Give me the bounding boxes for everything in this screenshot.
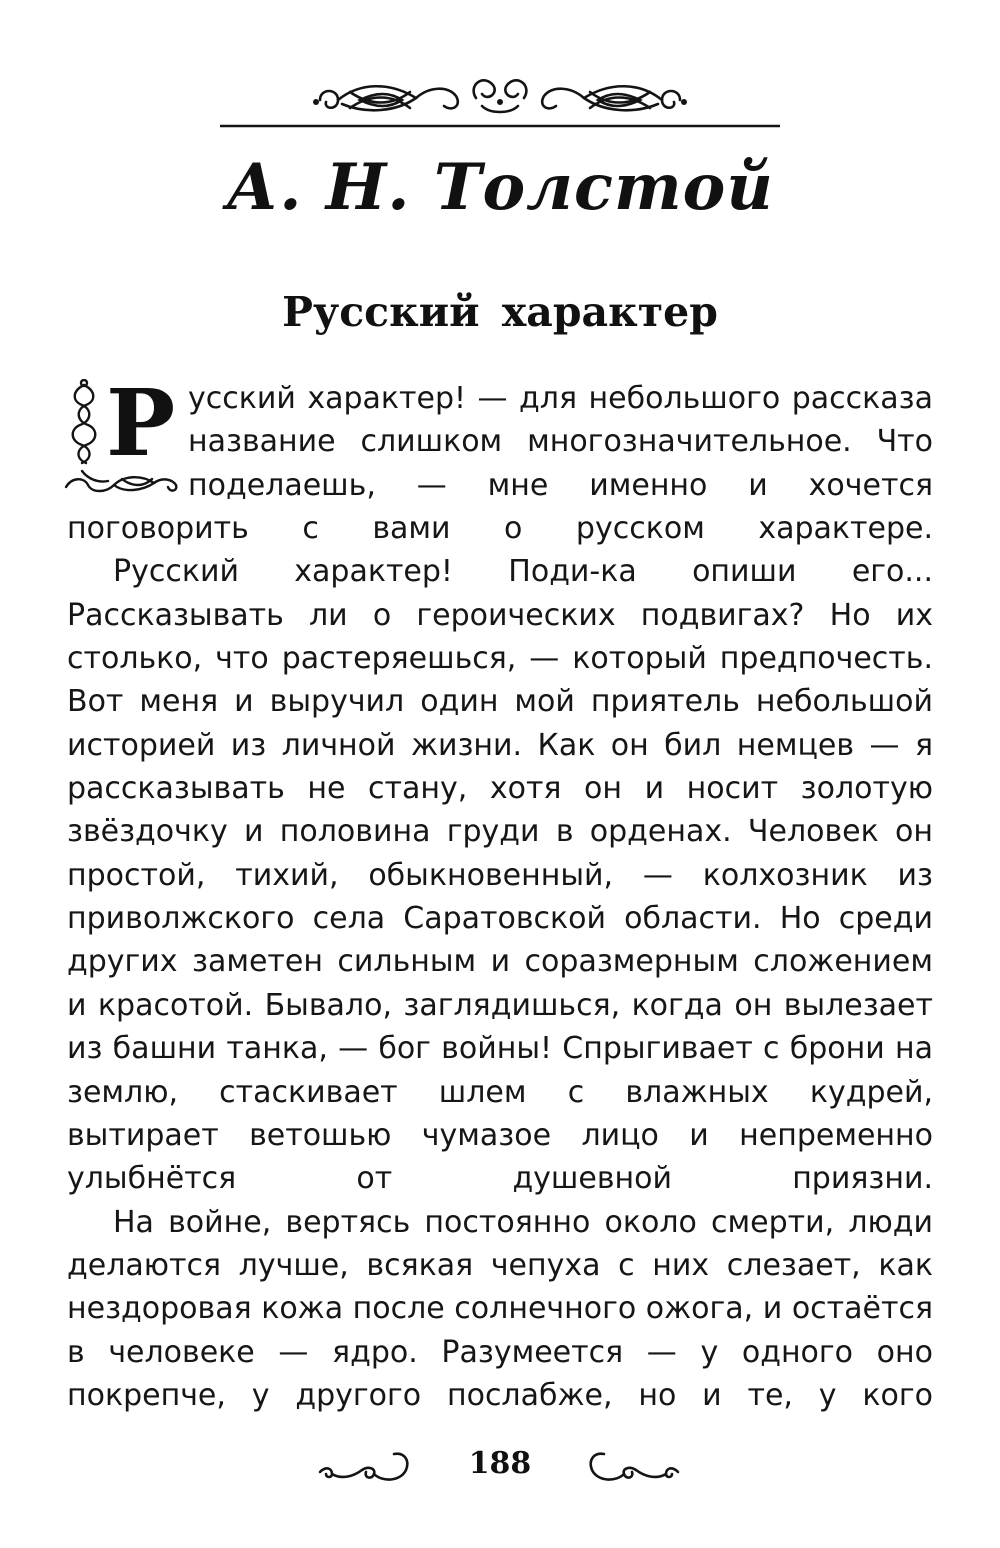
page-footer bbox=[0, 1436, 1000, 1496]
dropcap-letter: Р bbox=[106, 369, 176, 477]
swirl-flourish-right-icon bbox=[580, 1446, 680, 1490]
author-name: А. Н. Толстой bbox=[226, 150, 774, 225]
swirl-flourish-left-icon bbox=[318, 1446, 418, 1490]
body-text bbox=[67, 369, 933, 1417]
page-number: 188 bbox=[468, 1446, 532, 1481]
story-title: Русский характер bbox=[282, 288, 718, 336]
paragraph-1: усский характер! — для небольшого рассказа название слишком многозначительное. Что поделаешь, — мне именно и хочется поговорить с вами о русском характере. bbox=[67, 381, 933, 547]
paragraph-2: Русский характер! Поди-ка опиши его... Рассказывать ли о героических подвигах? Но их столько, что растеряешься, — который предпочесть. Вот меня и выручил один мой приятель небольшой историей из личной жизни. Как он бил немцев — я рассказывать не стану, хотя он и носит золотую звёздочку и половина груди в орденах. Человек он простой, тихий, обыкновенный, — колхозник из приволжского села Саратовской области. Но среди других заметен сильным и соразмерным сложением и красотой. Бывало, заглядишься, когда он вылезает из башни танка, — бог войны! Спрыгивает с брони на землю, стаскивает шлем с влажных кудрей, вытирает ветошью чумазое лицо и непременно улыбнётся от душевной приязни. bbox=[67, 554, 933, 1197]
paragraph-3: На войне, вертясь постоянно около смерти, люди делаются лучше, всякая чепуха с них слезает, как нездоровая кожа после солнечного ожога, и остаётся в человеке — ядро. Разумеется — у одного оно покрепче, у другого послабже, но и те, у кого bbox=[67, 1204, 933, 1413]
dropcap bbox=[62, 369, 182, 497]
scroll-ornament-icon bbox=[220, 62, 780, 134]
